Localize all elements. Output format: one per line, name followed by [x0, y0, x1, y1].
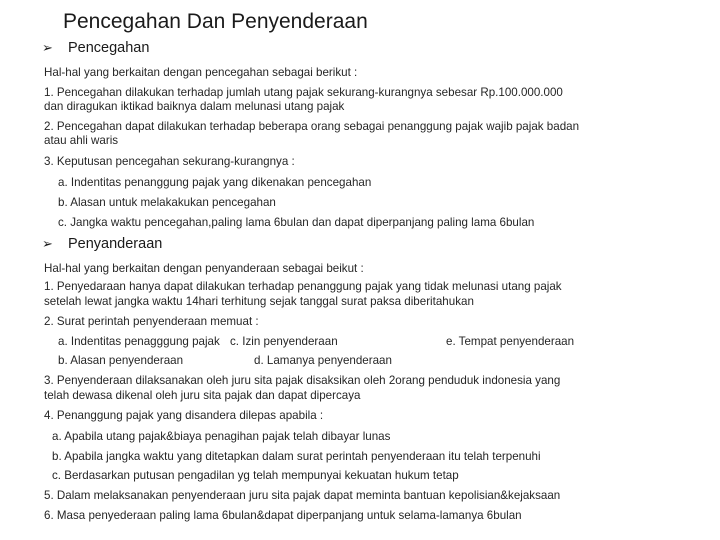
- text-line: Hal-hal yang berkaitan dengan penyanderaan sebagai beikut :: [44, 262, 364, 275]
- section-heading-penyanderaan: [42, 236, 162, 252]
- text-line: Hal-hal yang berkaitan dengan pencegahan sebagai berikut :: [44, 66, 358, 79]
- text-line: 4. Penanggung pajak yang disandera dilepas apabila :: [44, 409, 324, 422]
- arrow-bullet-icon: ➢: [42, 40, 53, 55]
- text-line: a. Indentitas penagggung pajak: [58, 335, 220, 348]
- text-line: c. Izin penyenderaan: [230, 335, 338, 348]
- text-line: a. Apabila utang pajak&biaya penagihan pajak telah dibayar lunas: [52, 430, 391, 443]
- text-line: dan diragukan iktikad baiknya dalam melunasi utang pajak: [44, 100, 345, 113]
- text-line: 1. Pencegahan dilakukan terhadap jumlah utang pajak sekurang-kurangnya sebesar Rp.100.000.000: [44, 86, 563, 99]
- text-line: 6. Masa penyederaan paling lama 6bulan&dapat diperpanjang untuk selama-lamanya 6bulan: [44, 509, 522, 522]
- text-line: b. Apabila jangka waktu yang ditetapkan dalam surat perintah penyenderaan itu telah terpenuhi: [52, 450, 541, 463]
- text-line: 5. Dalam melaksanakan penyenderaan juru sita pajak dapat meminta bantuan kepolisian&kejaksaan: [44, 489, 561, 502]
- text-line: c. Jangka waktu pencegahan,paling lama 6bulan dan dapat diperpanjang paling lama 6bulan: [58, 216, 535, 229]
- section-heading-pencegahan: [42, 40, 149, 56]
- heading-label: Penyanderaan: [68, 236, 163, 252]
- text-line: c. Berdasarkan putusan pengadilan yg telah mempunyai kekuatan hukum tetap: [52, 469, 459, 482]
- text-line: a. Indentitas penanggung pajak yang dikenakan pencegahan: [58, 176, 372, 189]
- text-line: atau ahli waris: [44, 134, 119, 147]
- text-line: setelah lewat jangka waktu 14hari terhitung sejak tanggal surat paksa diberitahukan: [44, 295, 474, 308]
- text-line: 3. Keputusan pencegahan sekurang-kurangnya :: [44, 155, 295, 168]
- text-line: e. Tempat penyenderaan: [446, 335, 575, 348]
- text-line: d. Lamanya penyenderaan: [254, 354, 392, 367]
- text-line: b. Alasan penyenderaan: [58, 354, 184, 367]
- arrow-bullet-icon: ➢: [42, 236, 53, 251]
- text-line: b. Alasan untuk melakakukan pencegahan: [58, 196, 276, 209]
- slide-title: Pencegahan Dan Penyenderaan: [63, 10, 368, 33]
- text-line: 3. Penyenderaan dilaksanakan oleh juru sita pajak disaksikan oleh 2orang penduduk indonesia yang: [44, 374, 561, 387]
- text-line: 2. Pencegahan dapat dilakukan terhadap beberapa orang sebagai penanggung pajak wajib pajak badan: [44, 120, 580, 133]
- text-line: telah dewasa dikenal oleh juru sita pajak dan dapat dipercaya: [44, 389, 361, 402]
- heading-label: Pencegahan: [68, 40, 150, 56]
- text-line: 1. Penyedaraan hanya dapat dilakukan terhadap penanggung pajak yang tidak melunasi utang pajak: [44, 280, 562, 293]
- text-line: 2. Surat perintah penyenderaan memuat :: [44, 315, 259, 328]
